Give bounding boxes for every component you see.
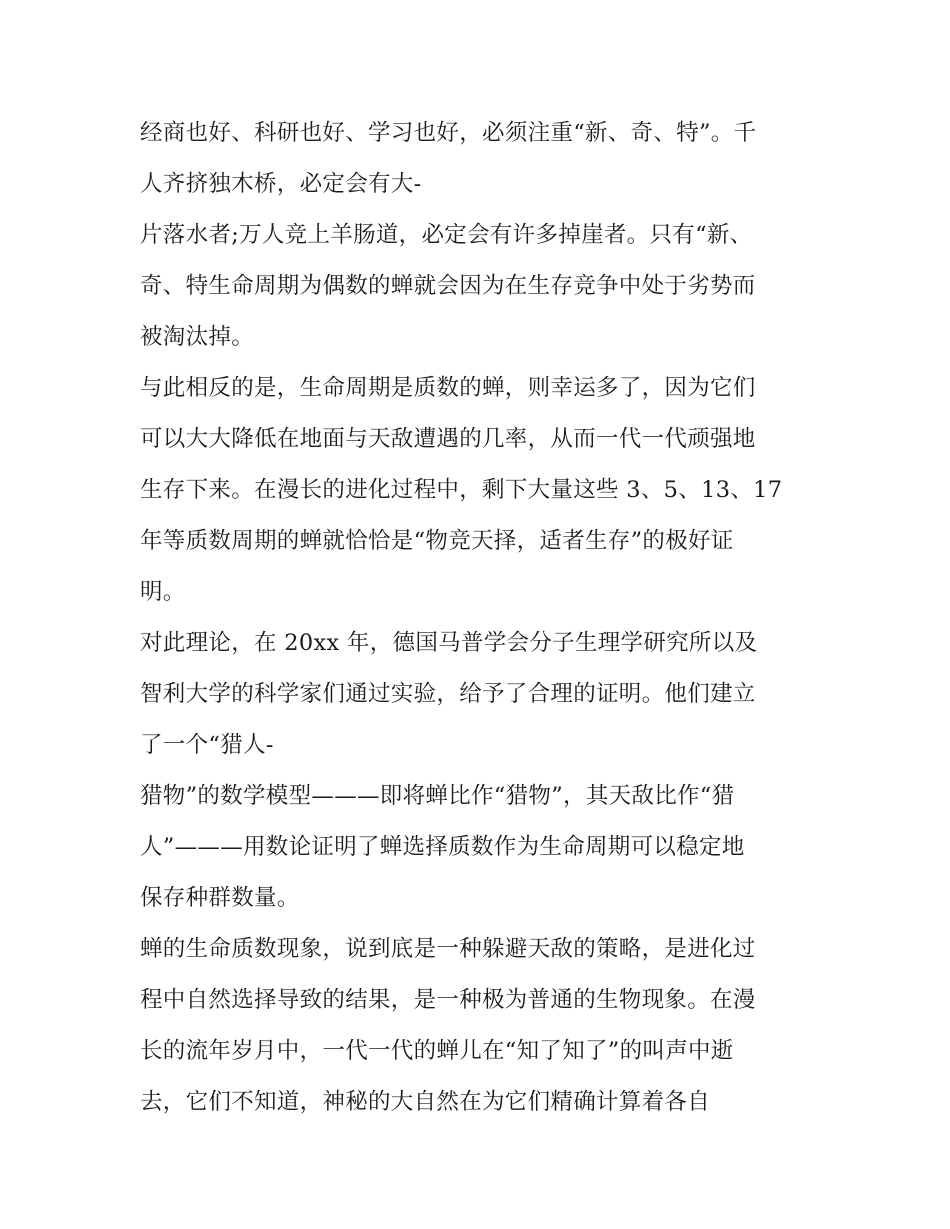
- text-line: 年等质数周期的蝉就恰恰是“物竞天择，适者生存”的极好证: [140, 528, 734, 554]
- text-line: 人齐挤独木桥，必定会有大-: [140, 171, 422, 197]
- text-line: 程中自然选择导致的结果，是一种极为普通的生物现象。在漫: [140, 987, 756, 1013]
- text-line: 片落水者;万人竞上羊肠道，必定会有许多掉崖者。只有“新、: [140, 222, 753, 248]
- text-line: 人”———用数论证明了蝉选择质数作为生命周期可以稳定地: [140, 834, 745, 860]
- text-line: 蝉的生命质数现象，说到底是一种躲避天敌的策略，是进化过: [140, 936, 756, 962]
- body-text: [140, 108, 820, 1128]
- text-line: 与此相反的是，生命周期是质数的蝉，则幸运多了，因为它们: [140, 375, 756, 401]
- text-line: 奇、特生命周期为偶数的蝉就会因为在生存竞争中处于劣势而: [140, 273, 756, 299]
- text-line: 长的流年岁月中，一代一代的蝉儿在“知了知了”的叫声中逝: [140, 1038, 734, 1064]
- text-line: 对此理论，在 20xx 年，德国马普学会分子生理学研究所以及: [140, 630, 758, 656]
- text-line: 被淘汰掉。: [140, 324, 255, 350]
- text-line: 猎物”的数学模型———即将蝉比作“猎物”，其天敌比作“猎: [140, 783, 735, 809]
- text-line: 经商也好、科研也好、学习也好，必须注重“新、奇、特”。千: [140, 120, 757, 146]
- text-line: 保存种群数量。: [140, 885, 300, 911]
- text-line: 可以大大降低在地面与天敌遭遇的几率，从而一代一代顽强地: [140, 426, 756, 452]
- text-line: 生存下来。在漫长的进化过程中，剩下大量这些 3、5、13、17: [140, 477, 783, 503]
- text-line: 明。: [140, 579, 186, 605]
- text-line: 去，它们不知道，神秘的大自然在为它们精确计算着各自: [140, 1089, 711, 1115]
- text-line: 了一个“猎人-: [140, 732, 274, 758]
- text-line: 智利大学的科学家们通过实验，给予了合理的证明。他们建立: [140, 681, 756, 707]
